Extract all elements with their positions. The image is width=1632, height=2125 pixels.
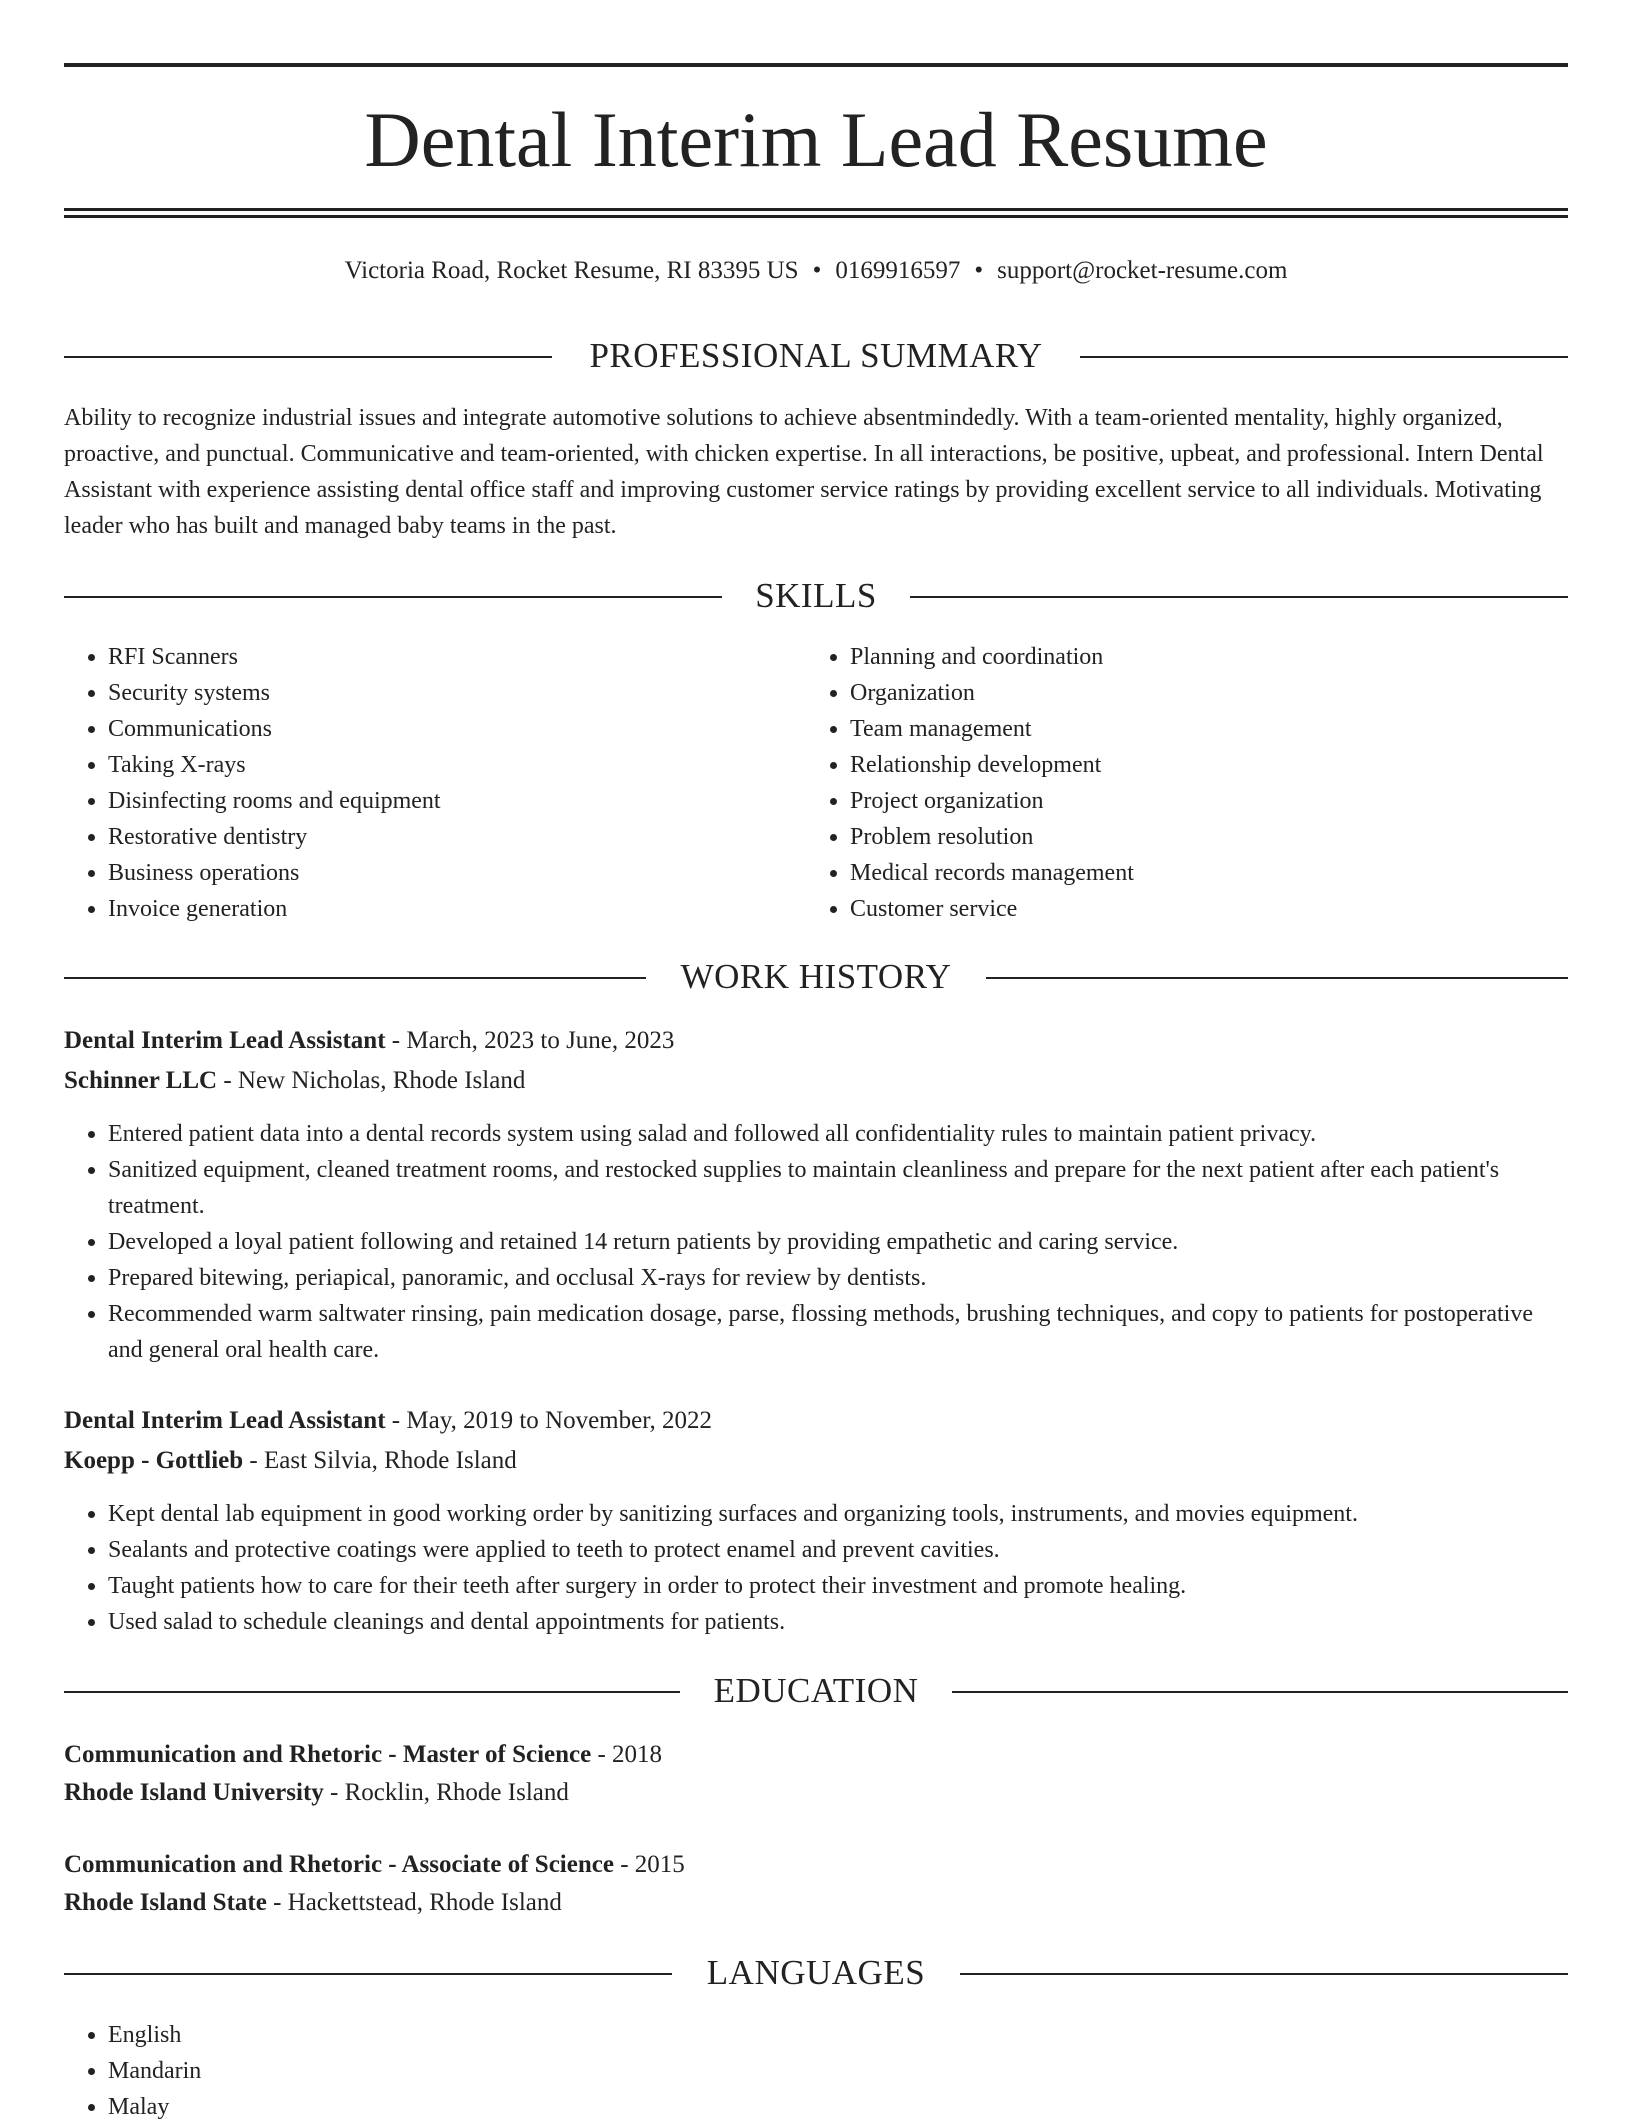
education-location: - Hackettstead, Rhode Island xyxy=(266,1889,562,1916)
list-item: • Customer service xyxy=(850,891,1590,927)
list-item: • Taught patients how to care for their teeth after surgery in order to protect their investment and promote healing. xyxy=(108,1568,1568,1604)
contact-separator: • xyxy=(812,257,822,284)
section-heading-skills xyxy=(64,576,1568,616)
contact-email: support@rocket-resume.com xyxy=(997,257,1288,284)
list-item: • English xyxy=(108,2017,808,2053)
list-item: • Used salad to schedule cleanings and dental appointments for patients. xyxy=(108,1604,1568,1640)
list-item: • Developed a loyal patient following and retained 14 return patients by providing empathetic and caring service. xyxy=(108,1224,1568,1260)
list-item: • Relationship development xyxy=(850,747,1590,783)
job-dates: - May, 2019 to November, 2022 xyxy=(385,1407,713,1434)
list-item: • Invoice generation xyxy=(108,891,808,927)
education-school-line xyxy=(64,1885,1568,1921)
summary-text: Ability to recognize industrial issues and integrate automotive solutions to achieve absentmindedly. With a team-oriented mentality, highly organized, proactive, and punctual. Communicative and team-oriented, with chicken expertise. In all interactions, be positive, upbeat, and professional. Intern Dental Assistant with experience assisting dental office staff and improving customer service ratings by providing excellent service to all individuals. Motivating leader who has built and managed baby teams in the past. xyxy=(64,405,1544,539)
list-item: • Kept dental lab equipment in good working order by sanitizing surfaces and organizing tools, instruments, and movies equipment. xyxy=(108,1496,1568,1532)
list-item: • Taking X-rays xyxy=(108,747,808,783)
education-school: Rhode Island University xyxy=(64,1779,324,1806)
list-item: • Medical records management xyxy=(850,855,1590,891)
job-company-line xyxy=(64,1063,1568,1099)
education-school: Rhode Island State xyxy=(64,1889,267,1916)
job-company-line xyxy=(64,1443,1568,1479)
skills-list-left xyxy=(64,639,808,927)
list-item: • Restorative dentistry xyxy=(108,819,808,855)
contact-line xyxy=(64,254,1568,288)
list-item: • Sanitized equipment, cleaned treatment rooms, and restocked supplies to maintain cleanliness and prepare for the next patient after each patient's treatment. xyxy=(108,1152,1568,1224)
list-item: • Malay xyxy=(108,2089,808,2125)
skills-list-right xyxy=(806,639,1590,927)
job-company: Schinner LLC xyxy=(64,1067,218,1094)
section-title: SKILLS xyxy=(725,576,907,615)
list-item: • Organization xyxy=(850,675,1590,711)
job-bullets xyxy=(64,1116,1568,1368)
job-location: - East Silvia, Rhode Island xyxy=(243,1447,517,1474)
education-degree: Communication and Rhetoric - Master of Science xyxy=(64,1741,592,1768)
education-school-line xyxy=(64,1775,1568,1811)
contact-separator: • xyxy=(974,257,984,284)
list-item: • Mandarin xyxy=(108,2053,808,2089)
job-dates: - March, 2023 to June, 2023 xyxy=(385,1027,675,1054)
languages-list xyxy=(64,2017,808,2125)
education-degree-line xyxy=(64,1847,1568,1883)
education-degree-line xyxy=(64,1737,1568,1773)
section-heading-education xyxy=(64,1671,1568,1711)
list-item: • Entered patient data into a dental records system using salad and followed all confidentiality rules to maintain patient privacy. xyxy=(108,1116,1568,1152)
resume-title: Dental Interim Lead Resume xyxy=(364,96,1268,183)
education-degree: Communication and Rhetoric - Associate of Science xyxy=(64,1851,614,1878)
section-title: PROFESSIONAL SUMMARY xyxy=(559,336,1072,375)
education-year: - 2015 xyxy=(613,1851,685,1878)
section-heading-languages xyxy=(64,1953,1568,1993)
list-item: • Disinfecting rooms and equipment xyxy=(108,783,808,819)
section-heading-summary xyxy=(64,336,1568,376)
job-title-line xyxy=(64,1023,1568,1059)
education-location: - Rocklin, Rhode Island xyxy=(323,1779,569,1806)
job-company: Koepp - Gottlieb xyxy=(64,1447,244,1474)
list-item: • Sealants and protective coatings were applied to teeth to protect enamel and prevent cavities. xyxy=(108,1532,1568,1568)
list-item: • Prepared bitewing, periapical, panoramic, and occlusal X-rays for review by dentists. xyxy=(108,1260,1568,1296)
list-item: • Problem resolution xyxy=(850,819,1590,855)
section-title: EDUCATION xyxy=(684,1671,949,1710)
job-location: - New Nicholas, Rhode Island xyxy=(217,1067,526,1094)
job-title: Dental Interim Lead Assistant xyxy=(64,1027,386,1054)
job-title: Dental Interim Lead Assistant xyxy=(64,1407,386,1434)
title-rule-lower xyxy=(64,215,1568,218)
list-item: • Team management xyxy=(850,711,1590,747)
section-title: WORK HISTORY xyxy=(651,957,982,996)
list-item: • Security systems xyxy=(108,675,808,711)
list-item: • Project organization xyxy=(850,783,1590,819)
section-title: LANGUAGES xyxy=(677,1953,955,1992)
education-year: - 2018 xyxy=(591,1741,663,1768)
job-title-line xyxy=(64,1403,1568,1439)
list-item: • Planning and coordination xyxy=(850,639,1590,675)
job-bullets xyxy=(64,1496,1568,1640)
list-item: • Communications xyxy=(108,711,808,747)
section-heading-work xyxy=(64,957,1568,997)
contact-phone: 0169916597 xyxy=(835,257,961,284)
list-item: • Business operations xyxy=(108,855,808,891)
contact-address: Victoria Road, Rocket Resume, RI 83395 US xyxy=(344,257,799,284)
list-item: • Recommended warm saltwater rinsing, pain medication dosage, parse, flossing methods, brushing techniques, and copy to patients for postoperative and general oral health care. xyxy=(108,1296,1568,1368)
title-rule-upper xyxy=(64,208,1568,211)
top-rule xyxy=(64,63,1568,67)
list-item: • RFI Scanners xyxy=(108,639,808,675)
